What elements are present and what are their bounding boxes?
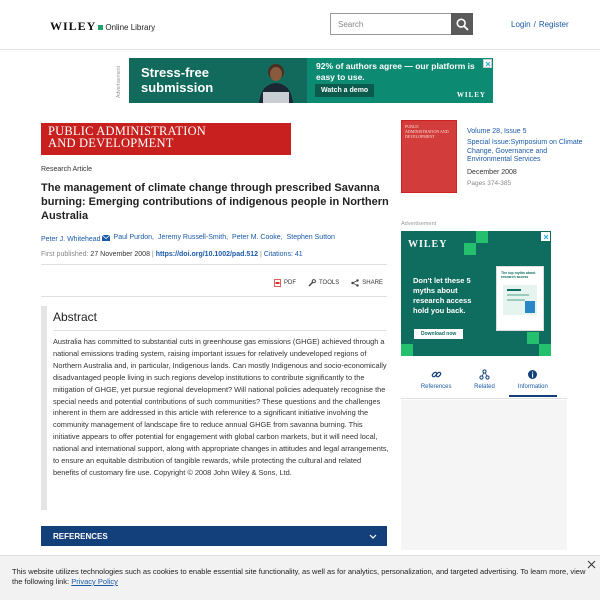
close-icon <box>485 61 491 67</box>
download-now-button[interactable]: Download now <box>414 329 463 339</box>
login-separator: / <box>533 20 536 29</box>
pdf-label: PDF <box>284 280 296 286</box>
publication-meta: First published: 27 November 2008 | https://doi.org/10.1002/pad.512 | Citations: 41 <box>41 251 303 258</box>
register-link[interactable]: Register <box>538 20 569 29</box>
divider <box>53 330 387 331</box>
tab-related-label: Related <box>474 384 495 390</box>
decor-square <box>527 332 539 344</box>
issue-volume-link[interactable]: Volume 28, Issue 5 <box>467 128 527 135</box>
abstract-section <box>41 306 387 510</box>
information-panel <box>401 400 567 550</box>
article-title: The management of climate change through prescribed Savanna burning: Emerging contributions of indigenous people in Northern Australia <box>41 182 389 222</box>
side-ad-brand: WILEY <box>408 239 448 250</box>
divider <box>41 264 387 265</box>
decor-square <box>401 344 413 356</box>
info-icon <box>527 369 538 380</box>
login-link[interactable]: Login <box>511 20 531 29</box>
journal-banner-line2: AND DEVELOPMENT <box>48 136 174 150</box>
logo-wordmark: WILEY <box>50 19 97 33</box>
author-link[interactable]: Paul Purdon, <box>113 234 155 241</box>
wiley-logo[interactable] <box>50 19 155 34</box>
tools-label: TOOLS <box>319 280 340 286</box>
article-type: Research Article <box>41 166 92 173</box>
top-ad-headline <box>141 65 213 95</box>
top-ad-brand: WILEY <box>456 91 486 99</box>
article-tools <box>274 279 383 287</box>
author-link[interactable]: Jeremy Russell-Smith, <box>158 234 229 241</box>
top-banner-ad[interactable] <box>129 58 493 103</box>
author-link[interactable]: Peter J. Whitehead <box>41 234 110 243</box>
references-label: REFERENCES <box>53 531 108 541</box>
abstract-text: Australia has committed to substantial cuts in greenhouse gas emissions (GHGE) achieved through a national emissions trading system, raising important issues for relatively undeveloped regions of Northern Australia and, in particular, Indigenous lands. Can mostly Indigenous and socio-economically disadvantaged people living in such regions develop institutions to contribute significantly to the mitigation of GHGE, yet pursue regional development? Will national policies adequately recognise the special needs and potential contributions of such communities? These questions and the challenges inherent in them are addressed in this article with reference to a significant initiative involving the community management of landscape fire to reduce annual GHGE from savanna burning. This initiative appears to offer potential for engagement with global carbon markets, but it will need local, national and international support, along with appropriate changes in attitudes and legal arrangements, to ensure an equitable distribution of tangible rewards, while protecting the cultural and related benefits of customary fire use. Copyright © 2008 John Wiley & Sons, Ltd. <box>53 337 389 477</box>
citations-link[interactable]: Citations: 41 <box>263 251 303 258</box>
tab-related[interactable] <box>460 369 508 397</box>
share-button[interactable] <box>351 279 383 287</box>
tab-information[interactable] <box>509 369 557 397</box>
tools-button[interactable] <box>308 279 339 287</box>
search-input[interactable] <box>331 14 451 34</box>
issue-date: December 2008 <box>467 169 517 176</box>
document-graphic <box>501 279 539 321</box>
author-link[interactable]: Stephen Sutton <box>286 234 335 241</box>
login-register <box>511 20 569 29</box>
top-ad-label: Advertisement <box>116 66 122 98</box>
logo-online-library: Online Library <box>105 23 156 32</box>
cookie-banner <box>0 555 600 600</box>
ad-person-image <box>241 58 311 103</box>
first-published-label: First published: <box>41 251 89 258</box>
abstract-heading: Abstract <box>53 310 98 324</box>
first-published-date: 27 November 2008 <box>90 251 150 258</box>
tab-references[interactable] <box>412 369 460 397</box>
ad-close-button[interactable] <box>483 59 492 68</box>
share-icon <box>351 279 359 287</box>
divider <box>401 398 567 399</box>
issue-pages: Pages 374-385 <box>467 180 512 187</box>
tab-information-label: Information <box>517 384 548 390</box>
side-ad-label: Advertisement <box>401 221 437 227</box>
search-box <box>330 13 473 35</box>
share-label: SHARE <box>362 280 383 286</box>
divider <box>41 296 387 297</box>
journal-banner[interactable] <box>41 123 291 155</box>
author-list <box>41 234 335 243</box>
pdf-button[interactable] <box>274 279 296 287</box>
special-issue-title: Special Issue:Symposium on Climate Change, Governance and Environmental Services <box>467 139 583 163</box>
logo-dot <box>98 25 103 30</box>
mail-icon <box>102 235 110 241</box>
journal-banner-line1: PUBLIC ADMINISTRATION <box>48 124 207 138</box>
cookie-text-block <box>12 567 587 587</box>
cookie-text: This website utilizes technologies such as cookies to enable essential site functionality, as well as for analytics, personalization, and targeted advertising. To learn more, view the following link: <box>12 567 586 586</box>
decor-square <box>539 344 551 356</box>
side-ad-document-title: The top myths about research access <box>501 271 536 279</box>
pdf-icon <box>274 279 281 287</box>
top-ad-headline-line2: submission <box>141 80 214 95</box>
doi-link[interactable]: https://doi.org/10.1002/pad.512 <box>155 251 258 258</box>
decor-square <box>464 243 476 255</box>
link-icon <box>431 369 442 380</box>
related-icon <box>479 369 490 380</box>
tab-references-label: References <box>420 384 452 390</box>
author-link[interactable]: Peter M. Cooke, <box>232 234 283 241</box>
site-header <box>0 0 600 50</box>
top-ad-stat: 92% of authors agree — our platform is easy to use. <box>316 61 475 82</box>
search-icon <box>456 18 469 31</box>
chevron-down-icon <box>369 534 377 539</box>
privacy-policy-link[interactable]: Privacy Policy <box>71 577 118 586</box>
watch-demo-button[interactable]: Watch a demo <box>315 84 374 97</box>
top-ad-right-pane <box>307 58 493 103</box>
decor-square <box>476 231 488 243</box>
side-ad-text: Don't let these 5 myths about research access hold you back. <box>413 276 472 315</box>
wrench-icon <box>308 279 316 287</box>
close-icon <box>543 234 549 240</box>
cookie-close-icon[interactable] <box>587 560 596 569</box>
side-ad-close-button[interactable] <box>541 232 550 241</box>
references-accordion[interactable] <box>41 526 387 546</box>
side-tabs <box>412 369 557 397</box>
top-ad-headline-line1: Stress-free <box>141 65 209 80</box>
side-ad-document-image <box>496 266 544 331</box>
search-button[interactable] <box>451 13 473 35</box>
side-ad[interactable] <box>401 231 551 356</box>
journal-cover-image[interactable] <box>401 120 457 193</box>
cover-title: PUBLIC ADMINISTRATION AND DEVELOPMENT <box>405 124 449 139</box>
